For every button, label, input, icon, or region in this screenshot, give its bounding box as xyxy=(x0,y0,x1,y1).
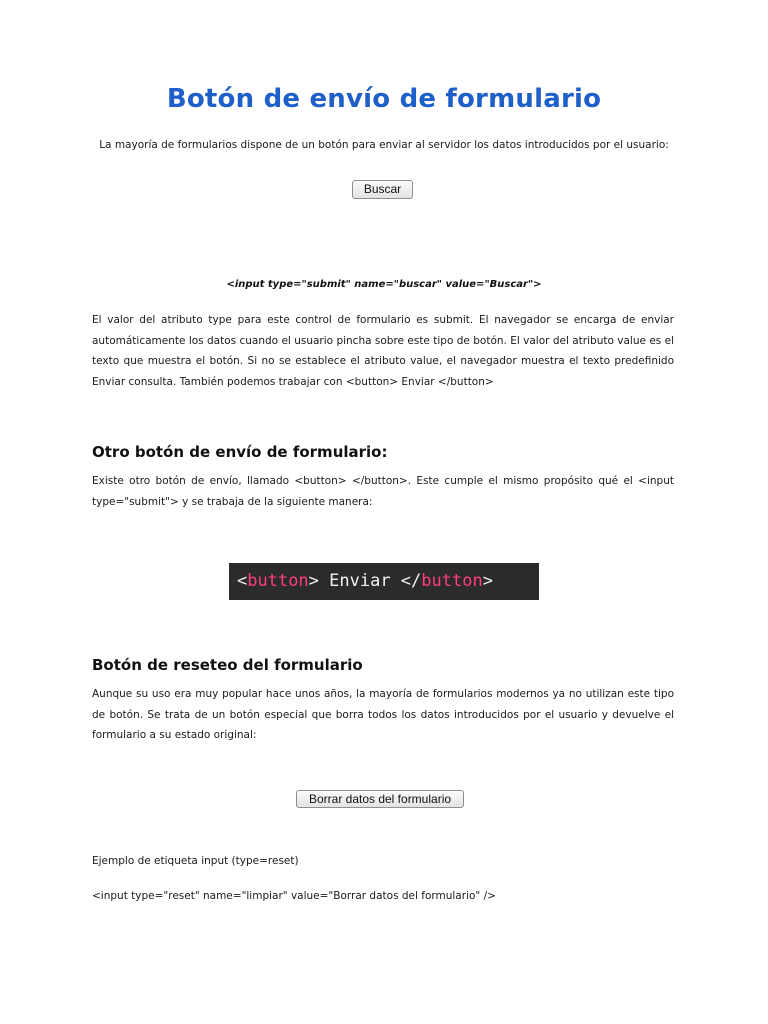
page-title: Botón de envío de formulario xyxy=(166,84,602,114)
intro-paragraph: La mayoría de formularios dispone de un botón para enviar al servidor los datos introducidos por el usuario: xyxy=(99,139,669,151)
button-code-block xyxy=(229,563,539,600)
code-open-bracket: < xyxy=(237,571,248,591)
reset-paragraph: Aunque su uso era muy popular hace unos años, la mayoría de formularios modernos ya no utilizan este tipo de botón. Se trata de un botón especial que borra todos los datos introducidos por el usuario y devuelve el formulario a su estado original: xyxy=(92,688,674,741)
reset-code-example: <input type="reset" name="limpiar" value="Borrar datos del formulario" /> xyxy=(92,890,496,902)
borrar-datos-button[interactable]: Borrar datos del formulario xyxy=(296,790,464,808)
reset-heading: Botón de reseteo del formulario xyxy=(92,656,363,674)
otro-boton-paragraph: Existe otro botón de envío, llamado <button> </button>. Este cumple el mismo propósito qué el <input type="submit"> y se trabaja de la siguiente manera: xyxy=(92,475,674,508)
code-middle: > Enviar </ xyxy=(308,571,422,591)
code-open-tag: button xyxy=(247,571,309,591)
submit-code-example: <input type="submit" name="buscar" value="Buscar"> xyxy=(226,279,542,290)
code-close-bracket: > xyxy=(482,571,493,591)
otro-boton-heading: Otro botón de envío de formulario: xyxy=(92,443,388,461)
code-close-tag: button xyxy=(421,571,483,591)
example-label: Ejemplo de etiqueta input (type=reset) xyxy=(92,855,299,867)
submit-explanation-paragraph: El valor del atributo type para este control de formulario es submit. El navegador se encarga de enviar automáticamente los datos cuando el usuario pincha sobre este tipo de botón. El valor del atributo value es el texto que muestra el botón. Si no se establece el atributo value, el navegador muestra el texto predefinido Enviar consulta. También podemos trabajar con <button> Enviar </button> xyxy=(92,314,674,388)
buscar-button[interactable]: Buscar xyxy=(352,180,413,199)
